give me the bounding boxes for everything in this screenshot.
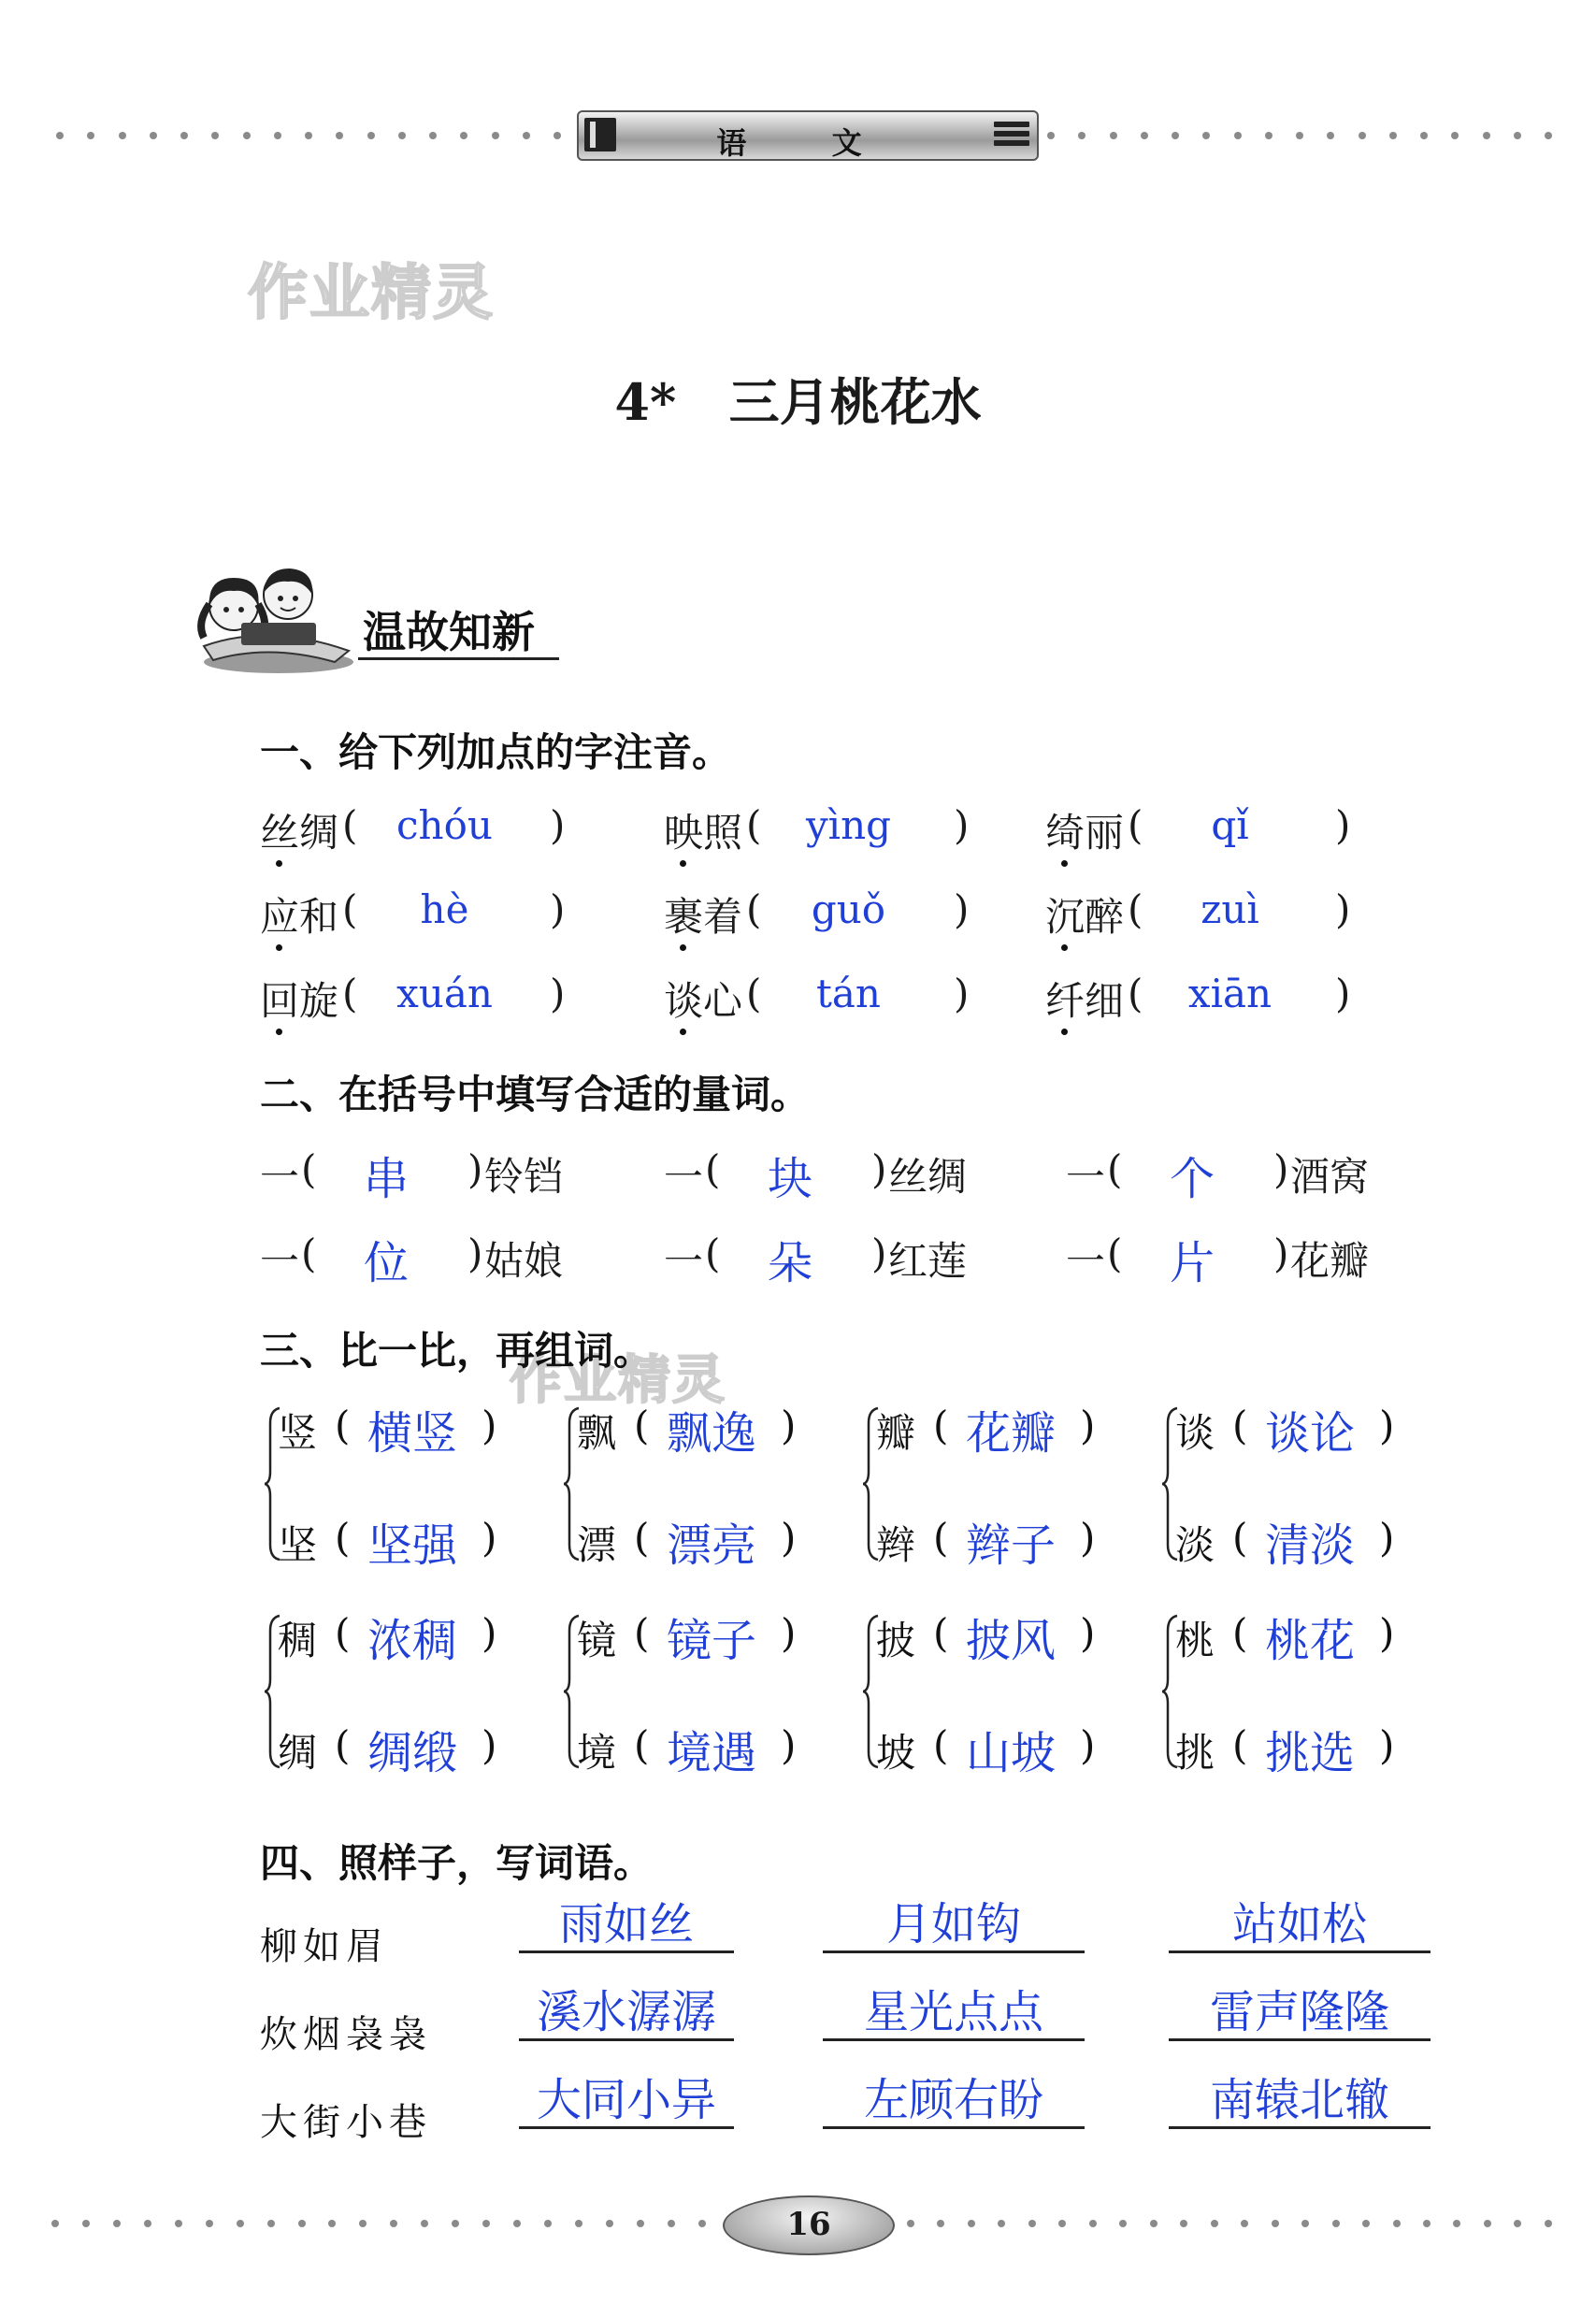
close-paren: ) — [550, 971, 566, 1016]
open-paren: ( — [335, 1403, 351, 1448]
emphasis-dot — [1061, 860, 1068, 867]
compare-char: 辫 — [876, 1522, 916, 1568]
close-paren: ) — [871, 1146, 887, 1192]
emphasis-dot — [276, 944, 282, 951]
open-paren: ( — [746, 886, 762, 932]
compare-answer: 辫子 — [966, 1519, 1057, 1572]
pinyin-answer: xuán — [396, 971, 493, 1016]
rule-dot — [1332, 2220, 1340, 2227]
emphasis-dot — [680, 944, 686, 951]
pinyin-item-word: 沉醉 — [1045, 894, 1125, 940]
compare-answer: 浓稠 — [367, 1615, 458, 1667]
close-paren: ) — [1335, 802, 1351, 848]
example-word: 大街小巷 — [260, 2101, 432, 2144]
rule-dot — [1389, 132, 1397, 139]
page-number: 16 — [723, 2195, 895, 2255]
rule-dot — [482, 2220, 490, 2227]
subject-title: 语 文 — [716, 125, 899, 161]
rule-dot — [180, 132, 188, 139]
measure-word-answer: 朵 — [767, 1237, 812, 1289]
rule-dot — [305, 132, 312, 139]
close-paren: ) — [1080, 1515, 1096, 1561]
compare-answer: 漂亮 — [667, 1519, 757, 1572]
rule-dot — [668, 2220, 675, 2227]
rule-dot — [359, 2220, 367, 2227]
rule-dot — [606, 2220, 613, 2227]
compare-answer: 清淡 — [1265, 1519, 1356, 1572]
pinyin-answer: yìng — [805, 802, 892, 848]
measure-prefix: 一 — [260, 1238, 300, 1284]
close-paren: ) — [550, 886, 566, 932]
rule-dot — [1514, 132, 1521, 139]
question-3-prompt: 三、比一比，再组词。 — [260, 1328, 654, 1374]
open-paren: ( — [634, 1610, 650, 1656]
compare-answer: 坚强 — [367, 1519, 458, 1572]
close-paren: ) — [467, 1146, 483, 1192]
open-paren: ( — [335, 1610, 351, 1656]
pinyin-item-word: 纤细 — [1045, 978, 1125, 1024]
pinyin-item-word: 谈心 — [664, 978, 743, 1024]
rule-dot — [937, 2220, 944, 2227]
close-paren: ) — [467, 1231, 483, 1276]
open-paren: ( — [1128, 802, 1143, 848]
rule-dot — [1545, 132, 1552, 139]
measure-noun: 花瓣 — [1290, 1238, 1370, 1284]
rule-dot — [575, 2220, 582, 2227]
measure-word-answer: 串 — [363, 1153, 409, 1205]
rule-dot — [1451, 132, 1459, 139]
compare-char: 漂 — [577, 1522, 617, 1568]
rule-dot — [421, 2220, 428, 2227]
open-paren: ( — [1107, 1231, 1123, 1276]
close-paren: ) — [1379, 1403, 1395, 1448]
rule-dot — [1420, 132, 1428, 139]
open-paren: ( — [342, 886, 358, 932]
rule-dot — [367, 132, 375, 139]
pinyin-answer: chóu — [396, 802, 493, 848]
rule-dot — [274, 132, 281, 139]
measure-noun: 丝绸 — [888, 1154, 968, 1200]
rule-dot — [1483, 132, 1490, 139]
close-paren: ) — [1080, 1403, 1096, 1448]
rule-dot — [544, 2220, 552, 2227]
close-paren: ) — [871, 1231, 887, 1276]
top-dot-rule-right — [1047, 131, 1552, 140]
rule-dot — [1202, 132, 1210, 139]
rule-dot — [267, 2220, 275, 2227]
rule-dot — [211, 132, 219, 139]
close-paren: ) — [781, 1515, 797, 1561]
open-paren: ( — [933, 1610, 949, 1656]
close-paren: ) — [1379, 1515, 1395, 1561]
rule-dot — [1047, 132, 1055, 139]
pinyin-item-word: 裹着 — [664, 894, 743, 940]
watermark-top: 作业精灵 — [248, 259, 495, 328]
close-paren: ) — [1273, 1146, 1289, 1192]
open-paren: ( — [705, 1231, 721, 1276]
rule-dot — [429, 132, 437, 139]
rule-dot — [144, 2220, 151, 2227]
measure-noun: 红莲 — [888, 1238, 968, 1284]
close-paren: ) — [1273, 1231, 1289, 1276]
open-paren: ( — [1232, 1722, 1248, 1768]
lesson-title: 4* 三月桃花水 — [614, 372, 982, 432]
rule-dot — [452, 2220, 459, 2227]
answer-blank: 月如钩 — [823, 1900, 1085, 1953]
compare-answer: 桃花 — [1265, 1615, 1356, 1667]
close-paren: ) — [1080, 1610, 1096, 1656]
pinyin-item-word: 丝绸 — [260, 810, 339, 856]
close-paren: ) — [954, 886, 970, 932]
rule-dot — [82, 2220, 90, 2227]
emphasis-dot — [276, 1029, 282, 1035]
compare-char: 境 — [577, 1730, 617, 1776]
open-paren: ( — [634, 1722, 650, 1768]
open-paren: ( — [335, 1515, 351, 1561]
open-paren: ( — [1107, 1146, 1123, 1192]
open-paren: ( — [1232, 1610, 1248, 1656]
rule-dot — [1119, 2220, 1127, 2227]
rule-dot — [554, 132, 561, 139]
pinyin-item-word: 映照 — [664, 810, 743, 856]
rule-dot — [1211, 2220, 1218, 2227]
compare-char: 谈 — [1175, 1410, 1215, 1456]
pinyin-answer: zuì — [1201, 886, 1259, 932]
measure-prefix: 一 — [664, 1154, 704, 1200]
compare-answer: 花瓣 — [966, 1407, 1057, 1460]
rule-dot — [523, 132, 530, 139]
rule-dot — [1141, 132, 1148, 139]
open-paren: ( — [301, 1146, 317, 1192]
rule-dot — [328, 2220, 336, 2227]
rule-dot — [1234, 132, 1242, 139]
pinyin-answer: hè — [420, 886, 469, 932]
answer-blank: 雷声隆隆 — [1169, 1988, 1431, 2041]
rule-dot — [513, 2220, 521, 2227]
compare-char: 绸 — [278, 1730, 318, 1776]
compare-char: 稠 — [278, 1618, 318, 1663]
answer-blank: 大同小异 — [519, 2076, 734, 2129]
compare-answer: 披风 — [966, 1615, 1057, 1667]
rule-dot — [119, 132, 126, 139]
rule-dot — [1078, 132, 1086, 139]
stacked-books-icon — [994, 122, 1029, 148]
open-paren: ( — [1232, 1515, 1248, 1561]
measure-noun: 铃铛 — [484, 1154, 564, 1200]
rule-dot — [1180, 2220, 1187, 2227]
measure-word-answer: 片 — [1169, 1237, 1215, 1289]
emphasis-dot — [1061, 944, 1068, 951]
rule-dot — [398, 132, 406, 139]
compare-char: 竖 — [278, 1410, 318, 1456]
rule-dot — [175, 2220, 182, 2227]
open-paren: ( — [933, 1722, 949, 1768]
compare-answer: 飘逸 — [667, 1407, 757, 1460]
bottom-dot-rule-left — [51, 2219, 706, 2228]
rule-dot — [1327, 132, 1334, 139]
close-paren: ) — [482, 1722, 497, 1768]
pinyin-item-word: 回旋 — [260, 978, 339, 1024]
watermark-middle: 作业精灵 — [510, 1350, 726, 1411]
compare-char: 镜 — [577, 1618, 617, 1663]
rule-dot — [390, 2220, 397, 2227]
close-paren: ) — [1379, 1610, 1395, 1656]
rule-dot — [1393, 2220, 1401, 2227]
answer-blank: 左顾右盼 — [823, 2076, 1085, 2129]
open-paren: ( — [933, 1403, 949, 1448]
question-1-prompt: 一、给下列加点的字注音。 — [260, 729, 732, 775]
rule-dot — [243, 132, 251, 139]
example-word: 柳如眉 — [260, 1925, 389, 1968]
pinyin-item-word: 绮丽 — [1045, 810, 1125, 856]
kids-reading-icon — [176, 557, 358, 679]
rule-dot — [637, 2220, 644, 2227]
open-paren: ( — [342, 971, 358, 1016]
section-underline — [358, 657, 559, 660]
answer-blank: 站如松 — [1169, 1900, 1431, 1953]
rule-dot — [1028, 2220, 1036, 2227]
rule-dot — [492, 132, 499, 139]
close-paren: ) — [1379, 1722, 1395, 1768]
emphasis-dot — [680, 860, 686, 867]
rule-dot — [1301, 2220, 1309, 2227]
close-paren: ) — [954, 802, 970, 848]
rule-dot — [460, 132, 467, 139]
close-paren: ) — [1080, 1722, 1096, 1768]
rule-dot — [1150, 2220, 1157, 2227]
rule-dot — [1241, 2220, 1248, 2227]
example-word: 炊烟袅袅 — [260, 2013, 432, 2056]
rule-dot — [1484, 2220, 1491, 2227]
rule-dot — [56, 132, 64, 139]
measure-noun: 酒窝 — [1290, 1154, 1370, 1200]
compare-char: 瓣 — [876, 1410, 916, 1456]
rule-dot — [1362, 2220, 1370, 2227]
rule-dot — [1514, 2220, 1521, 2227]
open-paren: ( — [634, 1403, 650, 1448]
open-paren: ( — [746, 971, 762, 1016]
compare-answer: 境遇 — [667, 1727, 757, 1779]
subject-header-badge — [577, 110, 1039, 161]
compare-char: 飘 — [577, 1410, 617, 1456]
rule-dot — [1423, 2220, 1431, 2227]
compare-char: 坡 — [876, 1730, 916, 1776]
pinyin-answer: tán — [816, 971, 881, 1016]
close-paren: ) — [482, 1403, 497, 1448]
answer-blank: 雨如丝 — [519, 1900, 734, 1953]
measure-word-answer: 位 — [363, 1237, 409, 1289]
rule-dot — [1058, 2220, 1066, 2227]
close-paren: ) — [550, 802, 566, 848]
top-dot-rule-left — [56, 131, 561, 140]
open-paren: ( — [634, 1515, 650, 1561]
pinyin-answer: guǒ — [811, 886, 886, 932]
compare-answer: 横竖 — [367, 1407, 458, 1460]
rule-dot — [298, 2220, 306, 2227]
rule-dot — [206, 2220, 213, 2227]
rule-dot — [968, 2220, 975, 2227]
question-4-prompt: 四、照样子，写词语。 — [260, 1840, 654, 1886]
open-paren: ( — [1232, 1403, 1248, 1448]
emphasis-dot — [680, 1029, 686, 1035]
rule-dot — [1453, 2220, 1460, 2227]
rule-dot — [237, 2220, 244, 2227]
compare-char: 披 — [876, 1618, 916, 1663]
close-paren: ) — [781, 1403, 797, 1448]
rule-dot — [1359, 132, 1366, 139]
rule-dot — [1272, 2220, 1279, 2227]
rule-dot — [907, 2220, 914, 2227]
compare-char: 坚 — [278, 1522, 318, 1568]
open-paren: ( — [933, 1515, 949, 1561]
measure-prefix: 一 — [1066, 1238, 1106, 1284]
close-paren: ) — [781, 1610, 797, 1656]
open-paren: ( — [301, 1231, 317, 1276]
emphasis-dot — [1061, 1029, 1068, 1035]
rule-dot — [87, 132, 94, 139]
compare-char: 淡 — [1175, 1522, 1215, 1568]
rule-dot — [113, 2220, 121, 2227]
measure-prefix: 一 — [1066, 1154, 1106, 1200]
compare-answer: 山坡 — [966, 1727, 1057, 1779]
rule-dot — [1110, 132, 1117, 139]
pinyin-item-word: 应和 — [260, 894, 339, 940]
rule-dot — [1545, 2220, 1552, 2227]
measure-word-answer: 块 — [767, 1153, 812, 1205]
open-paren: ( — [1128, 971, 1143, 1016]
compare-answer: 谈论 — [1265, 1407, 1356, 1460]
close-paren: ) — [1335, 886, 1351, 932]
measure-prefix: 一 — [664, 1238, 704, 1284]
open-paren: ( — [335, 1722, 351, 1768]
open-paren: ( — [705, 1146, 721, 1192]
open-paren: ( — [342, 802, 358, 848]
close-paren: ) — [482, 1610, 497, 1656]
open-paren: ( — [1128, 886, 1143, 932]
bottom-dot-rule-right — [907, 2219, 1552, 2228]
rule-dot — [336, 132, 343, 139]
rule-dot — [1089, 2220, 1097, 2227]
rule-dot — [150, 132, 157, 139]
pinyin-answer: xiān — [1187, 971, 1272, 1016]
compare-answer: 镜子 — [667, 1615, 757, 1667]
rule-dot — [1172, 132, 1179, 139]
compare-char: 挑 — [1175, 1730, 1215, 1776]
open-paren: ( — [746, 802, 762, 848]
measure-prefix: 一 — [260, 1154, 300, 1200]
measure-noun: 姑娘 — [484, 1238, 564, 1284]
pinyin-answer: qǐ — [1211, 802, 1249, 848]
question-2-prompt: 二、在括号中填写合适的量词。 — [260, 1072, 811, 1117]
compare-answer: 挑选 — [1265, 1727, 1356, 1779]
rule-dot — [998, 2220, 1005, 2227]
compare-answer: 绸缎 — [367, 1727, 458, 1779]
close-paren: ) — [781, 1722, 797, 1768]
close-paren: ) — [1335, 971, 1351, 1016]
close-paren: ) — [954, 971, 970, 1016]
answer-blank: 溪水潺潺 — [519, 1988, 734, 2041]
answer-blank: 南辕北辙 — [1169, 2076, 1431, 2129]
emphasis-dot — [276, 860, 282, 867]
measure-word-answer: 个 — [1169, 1153, 1215, 1205]
section-heading: 温故知新 — [363, 607, 535, 657]
compare-char: 桃 — [1175, 1618, 1215, 1663]
rule-dot — [51, 2220, 59, 2227]
rule-dot — [1296, 132, 1303, 139]
rule-dot — [698, 2220, 706, 2227]
close-paren: ) — [482, 1515, 497, 1561]
rule-dot — [1265, 132, 1272, 139]
answer-blank: 星光点点 — [823, 1988, 1085, 2041]
